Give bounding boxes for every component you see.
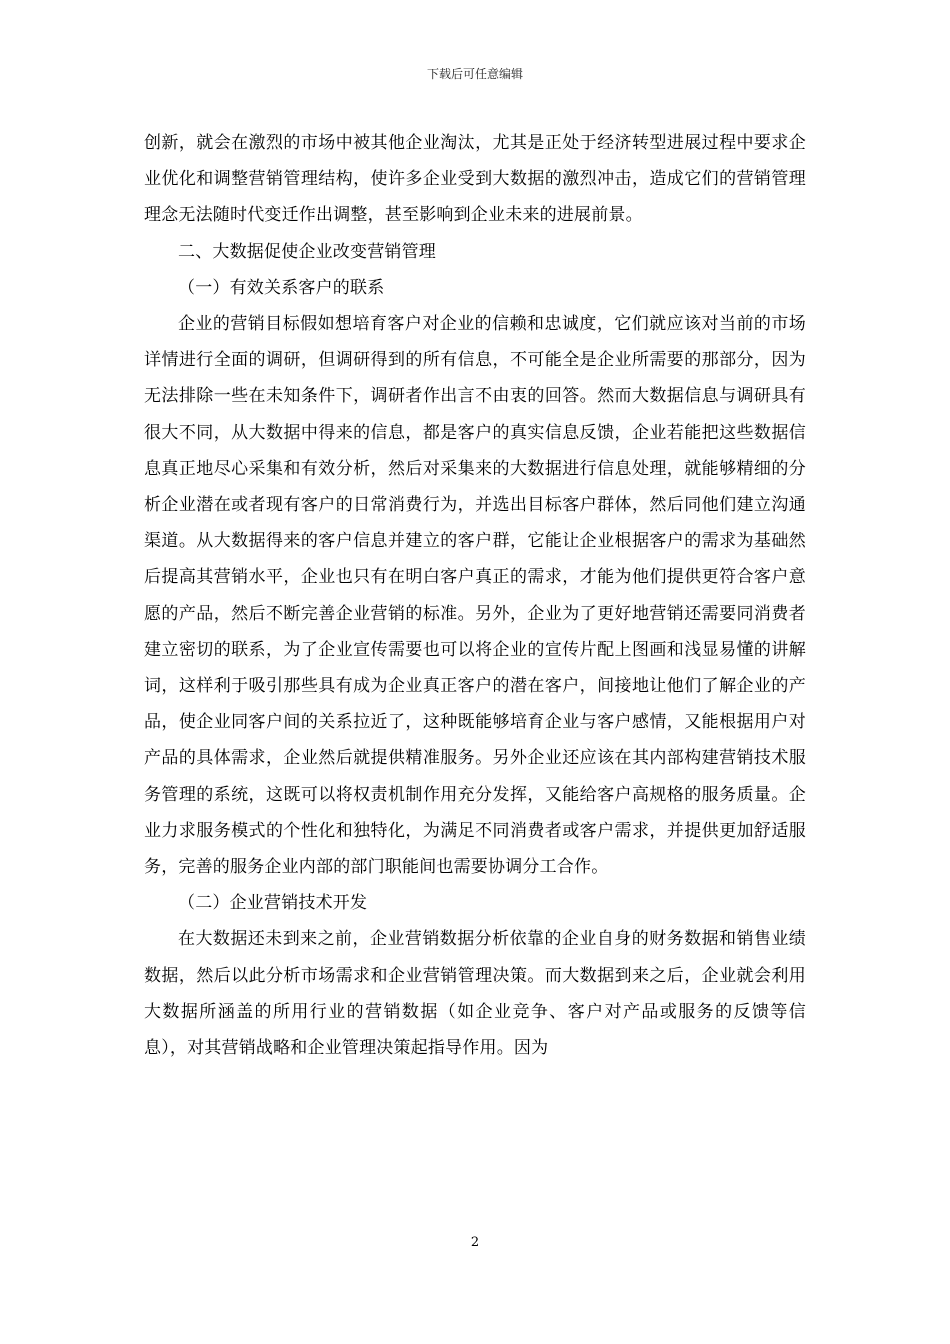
subsection-heading: （一）有效关系客户的联系 <box>178 277 385 298</box>
section-heading: 二、大数据促使企业改变营销管理 <box>178 241 436 262</box>
paragraph: 在大数据还未到来之前，企业营销数据分析依靠的企业自身的财务数据和销售业绩数据，然后以此分析市场需求和企业营销管理决策。而大数据到来之后，企业就会利用大数据所涵盖的所用行业的营销数据（如企业竞争、客户对产品或服务的反馈等信息），对其营销战略和企业管理决策起指导作用。因为 <box>144 929 806 1059</box>
page-number: 2 <box>470 1235 480 1250</box>
paragraph-continuation: 创新，就会在激烈的市场中被其他企业淘汰，尤其是正处于经济转型进展过程中要求企业优化和调整营销管理结构，使许多企业受到大数据的激烈冲击，造成它们的营销管理理念无法随时代变迁作出调整，甚至影响到企业未来的进展前景。 <box>144 133 806 226</box>
document-body <box>144 125 806 1066</box>
subsection-heading: （二）企业营销技术开发 <box>178 893 368 914</box>
paragraph: 企业的营销目标假如想培育客户对企业的信赖和忠诚度，它们就应该对当前的市场详情进行全面的调研，但调研得到的所有信息，不可能全是企业所需要的那部分，因为无法排除一些在未知条件下，调研者作出言不由衷的回答。然而大数据信息与调研具有很大不同，从大数据中得来的信息，都是客户的真实信息反馈，企业若能把这些数据信息真正地尽心采集和有效分析，然后对采集来的大数据进行信息处理，就能够精细的分析企业潜在或者现有客户的日常消费行为，并选出目标客户群体，然后同他们建立沟通渠道。从大数据得来的客户信息并建立的客户群，它能让企业根据客户的需求为基础然后提高其营销水平，企业也只有在明白客户真正的需求，才能为他们提供更符合客户意愿的产品，然后不断完善企业营销的标准。另外，企业为了更好地营销还需要同消费者建立密切的联系，为了企业宣传需要也可以将企业的宣传片配上图画和浅显易懂的讲解词，这样利于吸引那些具有成为企业真正客户的潜在客户，间接地让他们了解企业的产品，使企业同客户间的关系拉近了，这种既能够培育企业与客户感情，又能根据用户对产品的具体需求，企业然后就提供精准服务。另外企业还应该在其内部构建营销技术服务管理的系统，这既可以将权责机制作用充分发挥，又能给客户高规格的服务质量。企业力求服务模式的个性化和独特化，为满足不同消费者或客户需求，并提供更加舒适服务，完善的服务企业内部的部门职能间也需要协调分工合作。 <box>144 314 806 878</box>
page-header: 下载后可任意编辑 <box>426 67 523 81</box>
